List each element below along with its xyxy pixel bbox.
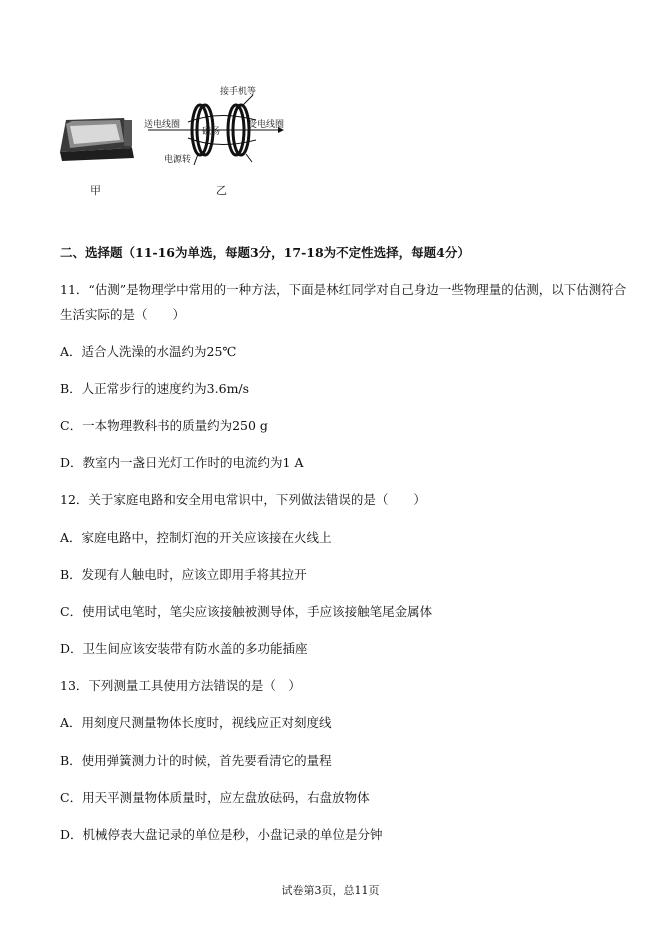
figure-wireless-charging	[58, 80, 298, 195]
question-13-option-a: A．用刻度尺测量物体长度时，视线应正对刻度线	[60, 715, 332, 730]
label-jieshouji: 接手机等	[220, 87, 257, 97]
section-title: 二、选择题（11-16为单选，每题3分，17-18为不定性选择，每题4分）	[60, 245, 470, 260]
question-11-stem: 11．“估测”是物理学中常用的一种方法，下面是林红同学对自己身边一些物理量的估测，以下估测符合	[60, 282, 627, 297]
question-12-option-c: C．使用试电笔时，笔尖应该接触被测导体，手应该接触笔尾金属体	[60, 604, 433, 619]
label-shoudian: 受电线圈	[248, 120, 285, 130]
page-footer: 试卷第3页，总11页	[281, 884, 380, 897]
question-13-option-d: D．机械停表大盘记录的单位是秒，小盘记录的单位是分钟	[60, 827, 383, 842]
question-11-option-a: A．适合人洗澡的水温约为25℃	[60, 344, 237, 359]
figure-label-jia: 甲	[90, 184, 101, 197]
question-11-option-c: C．一本物理教科书的质量约为250 g	[60, 418, 268, 433]
question-12-option-d: D．卫生间应该安装带有防水盖的多功能插座	[60, 641, 308, 656]
question-13-stem: 13．下列测量工具使用方法错误的是（ ）	[60, 678, 301, 693]
question-12-option-b: B．发现有人触电时，应该立即用手将其拉开	[60, 567, 307, 582]
question-11-option-d: D．教室内一盏日光灯工作时的电流约为1 A	[60, 455, 304, 470]
question-11-option-b: B．人正常步行的速度约为3.6m/s	[60, 381, 250, 396]
question-12-stem: 12．关于家庭电路和安全用电常识中，下列做法错误的是（ ）	[60, 492, 426, 507]
label-songdian: 送电线圈	[144, 120, 181, 130]
question-13-option-b: B．使用弹簧测力计的时候，首先要看清它的量程	[60, 753, 332, 768]
question-12-option-a: A．家庭电路中，控制灯泡的开关应该接在火线上	[60, 530, 332, 545]
question-13-option-c: C．用天平测量物体质量时，应左盘放砝码，右盘放物体	[60, 790, 370, 805]
figure-label-yi: 乙	[216, 184, 227, 197]
label-dianyuan: 电源转	[164, 155, 192, 165]
question-11-stem-cont: 生活实际的是（ ）	[60, 307, 186, 322]
label-cichang: 磁场	[202, 127, 221, 137]
phone-charging-image	[58, 114, 136, 162]
